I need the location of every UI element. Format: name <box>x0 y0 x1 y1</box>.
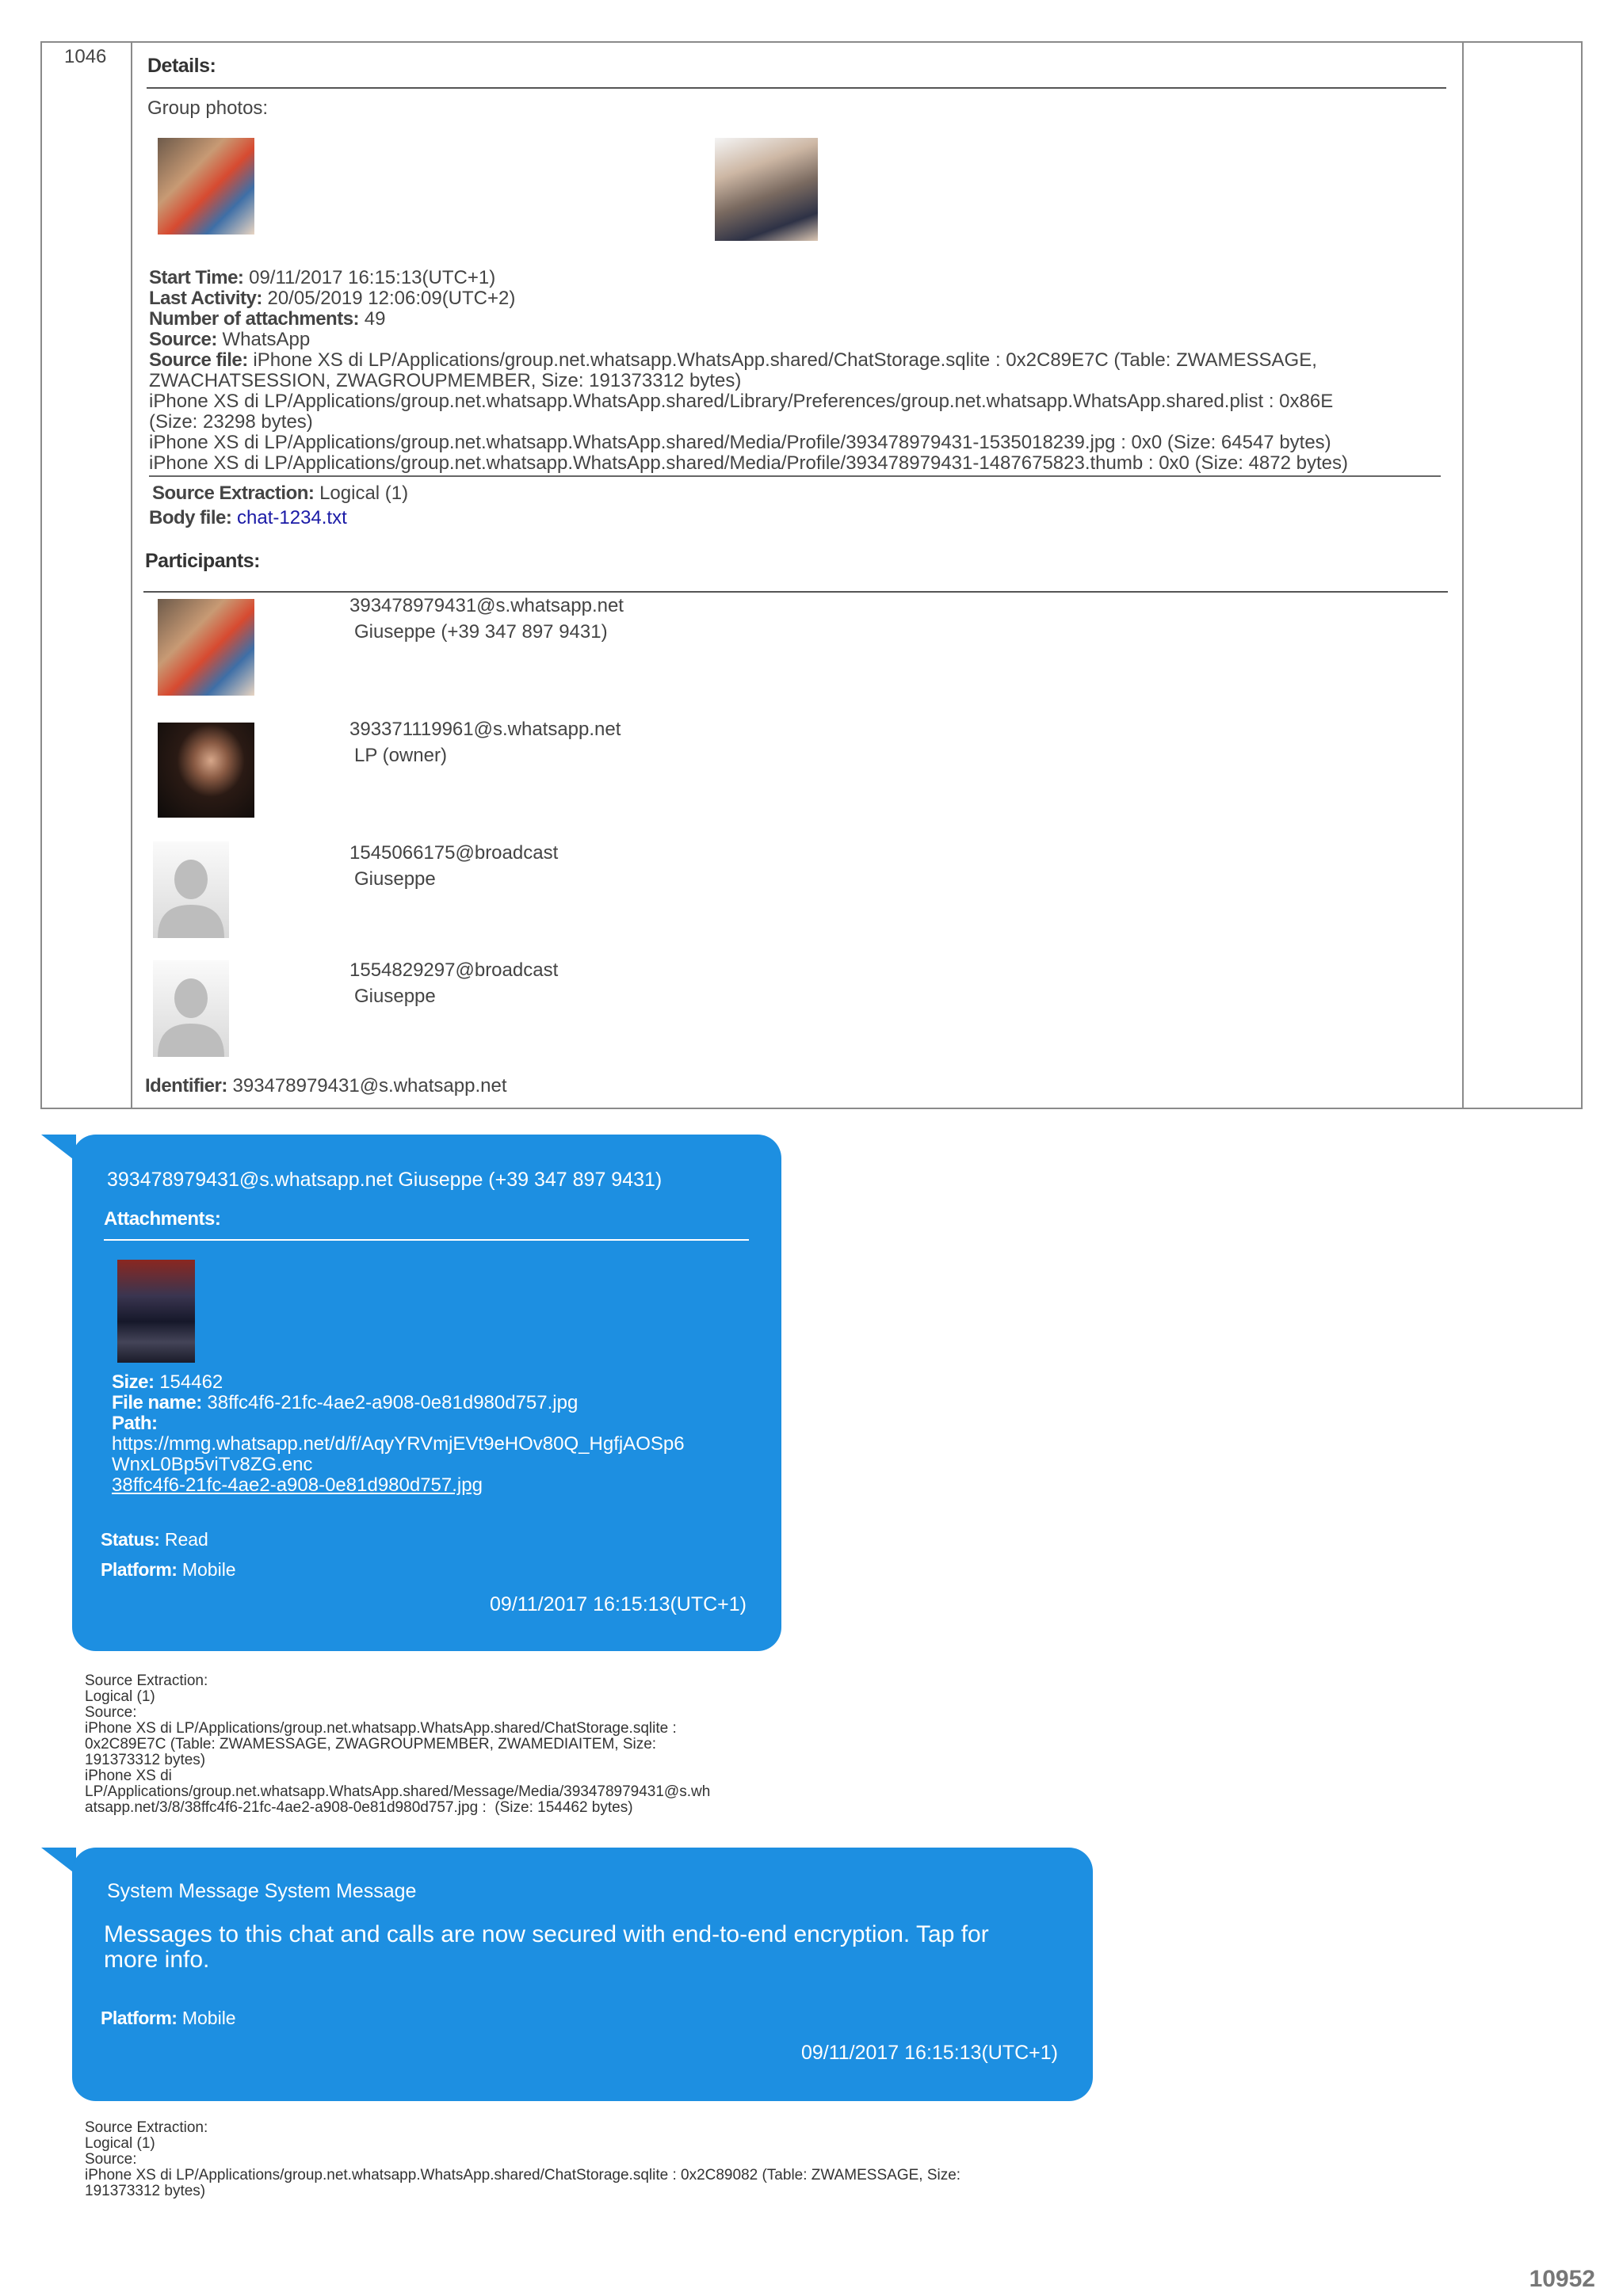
platform-label: Platform: <box>101 2008 178 2028</box>
file-name-value: 38ffc4f6-21fc-4ae2-a908-0e81d980d757.jpg <box>207 1392 579 1413</box>
row-number: 1046 <box>64 46 107 67</box>
source-value: WhatsApp <box>222 329 311 350</box>
message-timestamp: 09/11/2017 16:15:13(UTC+1) <box>489 1593 747 1615</box>
column-divider <box>1462 43 1464 1108</box>
participant-name: Giuseppe <box>354 986 436 1007</box>
last-activity-value: 20/05/2019 12:06:09(UTC+2) <box>267 288 516 309</box>
size-value: 154462 <box>159 1371 223 1393</box>
source-file-1a: iPhone XS di LP/Applications/group.net.whatsapp.WhatsApp.shared/ChatStorage.sqlite : 0x2C89E7C (Table: ZWAMESSAGE, <box>253 349 1317 371</box>
last-activity-row <box>149 288 515 309</box>
source-extraction-label: Source Extraction: <box>152 482 315 504</box>
body-file-link[interactable]: chat-1234.txt <box>237 507 347 528</box>
participant-id: 1554829297@broadcast <box>349 959 559 981</box>
message-timestamp: 09/11/2017 16:15:13(UTC+1) <box>800 2042 1058 2064</box>
status-label: Status: <box>101 1529 160 1550</box>
body-file-label: Body file: <box>149 507 232 528</box>
page-number: 10952 <box>1529 2266 1595 2292</box>
attachments-label: Number of attachments: <box>149 308 360 330</box>
size-row <box>112 1372 223 1393</box>
participant-name: Giuseppe (+39 347 897 9431) <box>354 621 608 643</box>
platform-label: Platform: <box>101 1559 178 1580</box>
message-body-line-1: Messages to this chat and calls are now secured with end-to-end encryption. Tap for <box>104 1921 989 1947</box>
participant-avatar <box>158 599 254 696</box>
participant-name: LP (owner) <box>354 745 447 766</box>
participant-id: 1545066175@broadcast <box>349 842 559 864</box>
message-body-line-2: more info. <box>104 1947 210 1973</box>
details-rule <box>147 87 1446 89</box>
bubble-tail <box>41 1135 76 1161</box>
message-source-note: Source Extraction: Logical (1) Source: iPhone XS di LP/Applications/group.net.whatsapp.WhatsApp.shared/ChatStorage.sqlite : 0x2C89082 (Table: ZWAMESSAGE, Size: 191373312 bytes) <box>85 2119 961 2199</box>
source-file-row <box>149 350 1317 371</box>
source-file-2b: (Size: 23298 bytes) <box>149 411 313 433</box>
attachments-row <box>149 309 385 330</box>
file-name-label: File name: <box>112 1392 202 1413</box>
column-divider <box>131 43 132 1108</box>
participant-id: 393371119961@s.whatsapp.net <box>349 719 621 740</box>
platform-value: Mobile <box>181 1559 236 1580</box>
participants-rule <box>143 591 1448 593</box>
path-link[interactable]: 38ffc4f6-21fc-4ae2-a908-0e81d980d757.jpg <box>112 1474 483 1496</box>
path-line-2: WnxL0Bp5viTv8ZG.enc <box>112 1454 313 1475</box>
source-file-2a: iPhone XS di LP/Applications/group.net.whatsapp.WhatsApp.shared/Library/Preferences/group.net.whatsapp.WhatsApp.shared.plist : 0x86E <box>149 391 1334 412</box>
start-time-value: 09/11/2017 16:15:13(UTC+1) <box>249 267 496 288</box>
identifier-value: 393478979431@s.whatsapp.net <box>232 1075 507 1097</box>
participant-avatar <box>158 723 254 818</box>
participant-name: Giuseppe <box>354 868 436 890</box>
bubble-tail <box>41 1848 76 1875</box>
path-label: Path: <box>112 1413 158 1434</box>
source-file-label: Source file: <box>149 349 248 371</box>
attachments-value: 49 <box>364 308 386 330</box>
body-file-row <box>149 508 347 528</box>
identifier-label: Identifier: <box>145 1075 227 1097</box>
status-value: Read <box>164 1529 208 1550</box>
person-silhouette-icon <box>153 841 229 938</box>
message-bubble[interactable] <box>72 1135 781 1651</box>
platform-row <box>101 2008 236 2028</box>
group-photo-1[interactable] <box>158 138 254 235</box>
record-table <box>40 41 1583 1109</box>
message-sender: System Message System Message <box>107 1880 417 1902</box>
system-message-bubble[interactable] <box>72 1848 1093 2101</box>
source-extraction-value: Logical (1) <box>319 482 409 504</box>
size-label: Size: <box>112 1371 155 1393</box>
group-photos-label: Group photos: <box>147 97 269 119</box>
file-name-row <box>112 1393 578 1413</box>
source-file-underline <box>149 475 1441 477</box>
platform-value: Mobile <box>181 2008 236 2028</box>
participant-id: 393478979431@s.whatsapp.net <box>349 595 624 616</box>
identifier-row <box>145 1076 507 1097</box>
attachment-thumbnail[interactable] <box>117 1260 195 1363</box>
start-time-row <box>149 268 495 288</box>
source-file-1b: ZWACHATSESSION, ZWAGROUPMEMBER, Size: 191373312 bytes) <box>149 370 742 391</box>
source-label: Source: <box>149 329 217 350</box>
platform-row <box>101 1559 236 1580</box>
details-heading: Details: <box>147 55 216 77</box>
start-time-label: Start Time: <box>149 267 244 288</box>
attachments-rule <box>104 1239 749 1241</box>
source-row <box>149 330 310 350</box>
group-photo-2[interactable] <box>715 138 818 241</box>
attachments-heading: Attachments: <box>104 1208 221 1230</box>
person-silhouette-icon <box>153 960 229 1057</box>
source-extraction-row <box>152 483 408 504</box>
status-row <box>101 1529 208 1550</box>
path-line-1: https://mmg.whatsapp.net/d/f/AqyYRVmjEVt9eHOv80Q_HgfjAOSp6 <box>112 1433 685 1455</box>
source-file-3: iPhone XS di LP/Applications/group.net.whatsapp.WhatsApp.shared/Media/Profile/393478979431-1535018239.jpg : 0x0 (Size: 64547 bytes) <box>149 432 1331 453</box>
last-activity-label: Last Activity: <box>149 288 262 309</box>
participants-heading: Participants: <box>145 550 260 572</box>
message-sender: 393478979431@s.whatsapp.net Giuseppe (+39 347 897 9431) <box>107 1169 663 1191</box>
source-file-4: iPhone XS di LP/Applications/group.net.whatsapp.WhatsApp.shared/Media/Profile/393478979431-1487675823.thumb : 0x0 (Size: 4872 bytes) <box>149 452 1348 474</box>
message-source-note: Source Extraction: Logical (1) Source: iPhone XS di LP/Applications/group.net.whatsapp.WhatsApp.shared/ChatStorage.sqlite : 0x2C89E7C (Table: ZWAMESSAGE, ZWAGROUPMEMBER, ZWAMEDIAITEM, Size: 191373312 bytes) iPhone XS di LP/Applications/group.net.whatsapp.WhatsApp.shared/Message/Media/393478979431@s.wh atsapp.net/3/8/38ffc4f6-21fc-4ae2-a908-0e81d980d757.jpg : (Size: 154462 bytes) <box>85 1672 711 1816</box>
